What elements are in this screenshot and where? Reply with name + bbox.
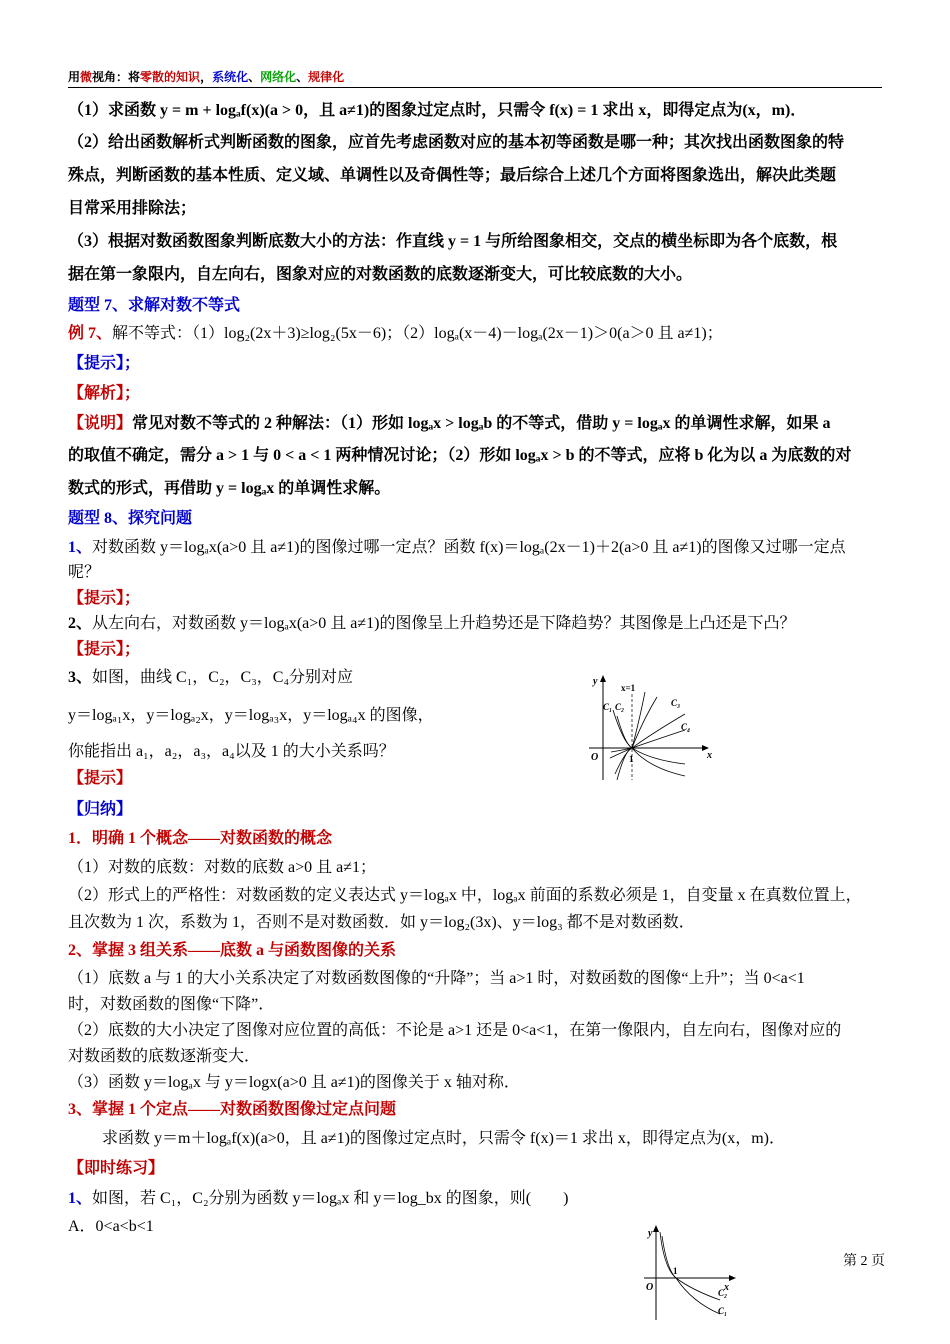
summary-line: 求函数 y＝m＋logₐf(x)(a>0，且 a≠1)的图像过定点时，只需令 f(x)＝1 求出 x，即得定点为(x，m)．: [102, 1130, 786, 1147]
note-line: 的取值不确定，需分 a > 1 与 0 < a < 1 两种情况讨论；（2）形如 logₐx > b 的不等式，应将 b 化为以 a 为底数的对: [68, 447, 852, 464]
header-text: 网络化: [260, 70, 297, 84]
c1-label: C₁: [603, 702, 613, 712]
hint-label: 【提示】: [68, 770, 133, 787]
note-line: 数式的形式，再借助 y = logₐx 的单调性求解。: [68, 480, 391, 497]
header-text: 、: [248, 70, 261, 84]
summary-line: （1）对数的底数：对数的底数 a>0 且 a≠1；: [68, 859, 377, 876]
summary-heading: 3、掌握 1 个定点——对数函数图像过定点问题: [68, 1101, 397, 1118]
header-text: 视角：将: [92, 70, 141, 84]
paragraph-line: 目常采用排除法；: [68, 200, 197, 217]
curve-c3-upper: [611, 714, 685, 752]
question-number: 1、: [68, 539, 93, 556]
question-line: y＝logₐ₁x，y＝logₐ₂x，y＝logₐ₃x，y＝logₐ₄x 的图像，: [68, 707, 434, 724]
header-text: 规律化: [308, 70, 345, 84]
c4-label: C₄: [681, 722, 691, 732]
paragraph-line: （3）根据对数函数图象判断底数大小的方法：作直线 y = 1 与所给图象相交，交点的横坐标即为各个底数，根: [68, 233, 838, 250]
question-line: 呢？: [68, 564, 101, 581]
page-number: 第 2 页: [843, 1254, 885, 1269]
origin-label: O: [591, 752, 599, 763]
question-2: [68, 611, 884, 636]
c3-label: C₃: [671, 698, 681, 708]
one-label: 1: [673, 1266, 678, 1276]
section-title: 题型 8、探究问题: [68, 510, 193, 527]
y-arrow: [600, 675, 606, 682]
x-label: x: [724, 1282, 729, 1293]
note-line: [68, 411, 884, 436]
question-line: 你能指出 a₁，a₂，a₃，a₄以及 1 的大小关系吗？: [68, 743, 395, 760]
header-text: 用: [68, 70, 81, 84]
question-text: 对数函数 y＝logₐx(a>0 且 a≠1)的图像过哪一定点？函数 f(x)＝logₐ(2x－1)＋2(a>0 且 a≠1)的图像又过哪一定点: [92, 539, 846, 556]
question-number: 2、: [68, 615, 93, 632]
question-number: 1、: [68, 1190, 93, 1207]
log-curves-figure: [585, 672, 715, 784]
curve-c4: [617, 716, 685, 776]
example-7: [68, 321, 884, 346]
section-title: 题型 7、求解对数不等式: [68, 297, 241, 314]
y-arrow: [653, 1225, 659, 1232]
header-text: 微: [80, 70, 93, 84]
header-text: 、: [296, 70, 309, 84]
x-label: x: [707, 750, 712, 761]
c2-label: C₂: [718, 1288, 728, 1298]
example-label: 例 7、: [68, 325, 113, 342]
c2-label: C₂: [615, 702, 625, 712]
header-text: ，: [200, 70, 213, 84]
curve-c1: [662, 1236, 720, 1314]
summary-line: （2）底数的大小决定了图像对应位置的高低：不论是 a>1 还是 0<a<1，在第一像限内，自左向右，图像对应的: [68, 1022, 842, 1039]
question-text: 如图，曲线 C₁，C₂，C₃，C₄分别对应: [92, 669, 354, 686]
x-arrow: [729, 1275, 736, 1281]
c1-label: C₁: [718, 1306, 728, 1316]
question-text: 如图，若 C₁，C₂分别为函数 y＝logₐx 和 y＝log_bx 的图象，则( ): [92, 1190, 569, 1207]
one-label: 1: [629, 754, 634, 764]
question-number: 3、: [68, 669, 93, 686]
page-header: [68, 70, 882, 88]
origin-label: O: [646, 1282, 654, 1293]
summary-label: 【归纳】: [68, 801, 133, 818]
question-1: [68, 535, 884, 560]
header-text: 零散的知识: [140, 70, 201, 84]
note-text: 常见对数不等式的 2 种解法：（1）形如 logₐx > logₐb 的不等式，借助 y = logₐx 的单调性求解，如果 a: [132, 415, 831, 432]
hint-label: 【提示】；: [68, 641, 141, 658]
paragraph-line: （2）给出函数解析式判断函数的图象，应首先考虑函数对应的基本初等函数是哪一种；其次找出函数图象的特: [68, 134, 845, 151]
question-text: 从左向右，对数函数 y＝logₐx(a>0 且 a≠1)的图像呈上升趋势还是下降趋势？其图像是上凸还是下凸？: [92, 615, 796, 632]
summary-heading: 1．明确 1 个概念——对数函数的概念: [68, 830, 333, 847]
note-label: 【说明】: [68, 415, 133, 432]
c1-c2-figure: [640, 1222, 740, 1322]
summary-line: （1）底数 a 与 1 的大小关系决定了对数函数图像的“升降”；当 a>1 时，对数函数的图像“上升”；当 0<a<1: [68, 970, 805, 987]
x-eq-1-label: x=1: [621, 683, 636, 693]
hint-label: 【提示】；: [68, 590, 141, 607]
question-3: [68, 665, 884, 690]
paragraph-line: 据在第一象限内，自左向右，图象对应的对数函数的底数逐渐变大，可比较底数的大小。: [68, 266, 693, 283]
option-a: A．0<a<b<1: [68, 1218, 154, 1235]
y-label: y: [648, 1228, 653, 1239]
hint-label: 【提示】；: [68, 355, 141, 372]
summary-line: 时，对数函数的图像“下降”．: [68, 996, 275, 1013]
y-label: y: [593, 676, 598, 687]
curve-c3: [613, 710, 685, 764]
practice-1: [68, 1186, 884, 1211]
curve-c4-upper: [610, 730, 685, 758]
paragraph-line: 殊点，判断函数的基本性质、定义域、单调性以及奇偶性等；最后综合上述几个方面将图象选出，解决此类题: [68, 167, 837, 184]
practice-label: 【即时练习】: [68, 1160, 165, 1177]
summary-line: 对数函数的底数逐渐变大．: [68, 1048, 261, 1065]
analysis-label: 【解析】；: [68, 385, 141, 402]
summary-line: 且次数为 1 次，系数为 1，否则不是对数函数．如 y＝log₂(3x)、y＝log₃ 都不是对数函数．: [68, 914, 695, 931]
paragraph-line: （1）求函数 y = m + logₐf(x)(a > 0，且 a≠1)的图象过定点时，只需令 f(x) = 1 求出 x，即得定点为(x，m)．: [68, 102, 807, 119]
summary-line: （2）形式上的严格性：对数函数的定义表达式 y＝logₐx 中，logₐx 前面的系数必须是 1，自变量 x 在真数位置上，: [68, 887, 862, 904]
example-text: 解不等式：（1）log₂(2x＋3)≥log₂(5x－6)；（2）logₐ(x－4)－logₐ(2x－1)＞0(a＞0 且 a≠1)；: [112, 325, 723, 342]
header-text: 系统化: [212, 70, 249, 84]
summary-line: （3）函数 y＝logₐx 与 y＝logx(a>0 且 a≠1)的图像关于 x 轴对称．: [68, 1074, 520, 1091]
summary-heading: 2、掌握 3 组关系——底数 a 与函数图像的关系: [68, 942, 397, 959]
